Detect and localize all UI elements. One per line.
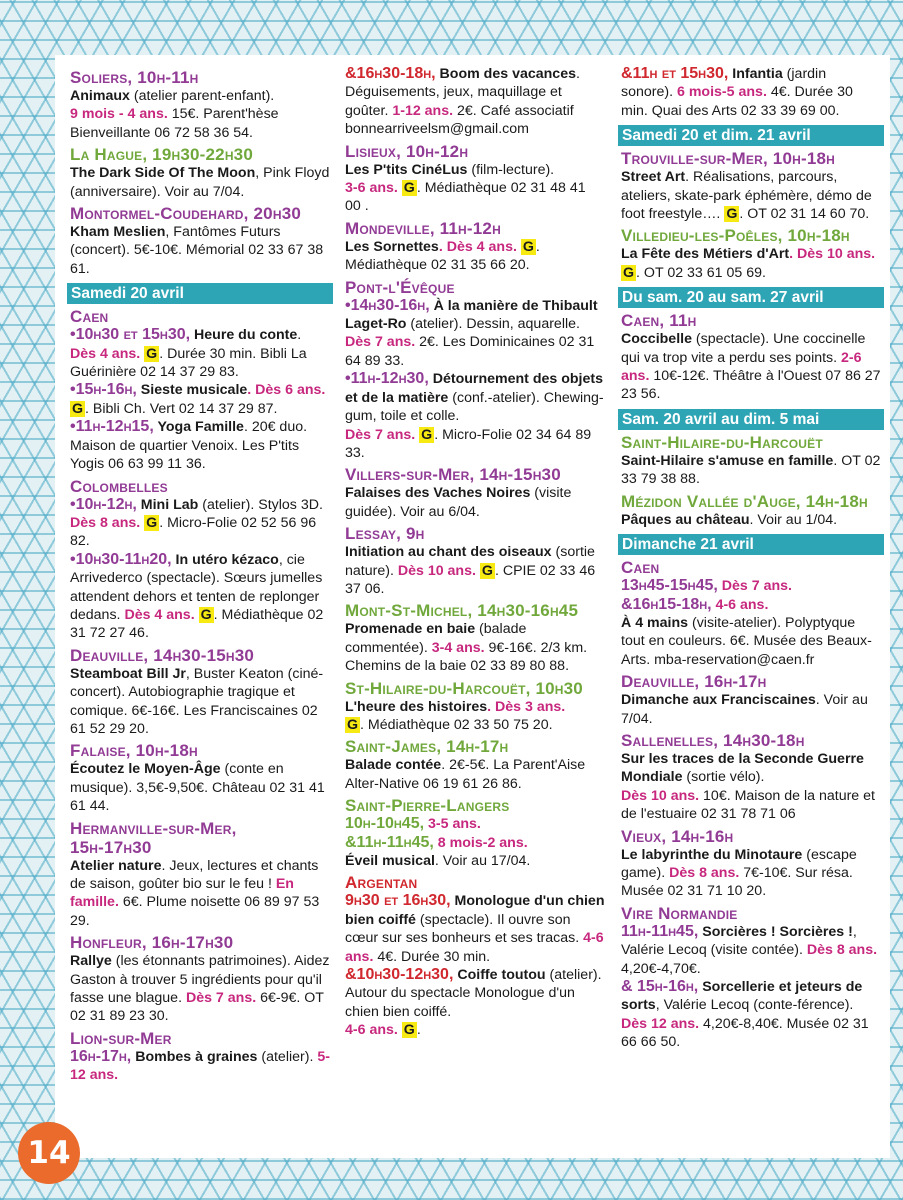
- event-place: Lessay, 9h: [345, 524, 425, 544]
- free-badge: G: [200, 606, 212, 623]
- column-3: [621, 65, 881, 1052]
- event-text: L'heure des histoires. Dès 3 ans. G . Médiathèque 02 33 50 75 20.: [345, 698, 566, 733]
- event-place: Trouville-sur-Mer, 10h-18h: [621, 149, 835, 169]
- event-place: Montormel-Coudehard, 20h30: [70, 204, 302, 224]
- event-place: Mondeville, 11h-12h: [345, 218, 501, 238]
- event-place: Pont-l'Évêque: [345, 277, 455, 297]
- event-text: Steamboat Bill Jr, Buster Keaton (ciné-concert). Autobiographie tragique et comique. 6€-16€. Les Franciscaines 02 61 52 29 20.: [70, 665, 324, 737]
- event-text: Promenade en baie (balade commentée). 3-4 ans. 9€-16€. 2/3 km. Chemins de la baie 02 33 89 80 88.: [345, 621, 588, 675]
- event-text: •14h30-16h, À la manière de Thibault Laget-Ro (atelier). Dessin, aquarelle. Dès 7 ans. 2€. Les Dominicaines 02 31 64 89 33.: [345, 296, 598, 369]
- free-badge: G: [146, 345, 158, 362]
- event-place: Villedieu-les-Poêles, 10h-18h: [621, 226, 850, 246]
- date-header: Samedi 20 et dim. 21 avril: [618, 125, 884, 146]
- event-text: •10h30 et 15h30, Heure du conte. Dès 4 ans. G . Durée 30 min. Bibli La Guérinière 02 14 37 29 83.: [70, 326, 307, 381]
- column-1: [70, 65, 330, 1085]
- event-place: Villers-sur-Mer, 14h-15h30: [345, 465, 561, 485]
- free-badge: G: [623, 264, 635, 281]
- event-place: St-Hilaire-du-Harcouët, 10h30: [345, 678, 583, 698]
- event-place: Caen: [70, 307, 109, 327]
- event-text: 9h30 et 16h30, Monologue d'un chien bien coiffé (spectacle). Il ouvre son cœur sur ses bonheurs et ses tracas. 4-6 ans. 4€. Durée 30 min.: [345, 892, 605, 965]
- event-place: Caen, 11h: [621, 311, 697, 331]
- event-place: Falaise, 10h-18h: [70, 741, 198, 761]
- event-text: Initiation au chant des oiseaux (sortie nature). Dès 10 ans. G . CPIE 02 33 46 37 06.: [345, 544, 596, 597]
- free-badge: G: [347, 716, 359, 733]
- event-place: Argentan: [345, 873, 418, 893]
- event-text: La Fête des Métiers d'Art. Dès 10 ans. G . OT 02 33 61 05 69.: [621, 246, 876, 281]
- event-text: Street Art. Réalisations, parcours, ateliers, skate-park éphémère, démo de foot freestyle…. G . OT 02 31 14 60 70.: [621, 169, 872, 223]
- event-place: Saint-Pierre-Langers: [345, 796, 510, 816]
- event-text: Rallye (les étonnants patrimoines). Aidez Gaston à trouver 5 ingrédients pour qu'il fasse une blague. Dès 7 ans. 6€-9€. OT 02 31 89 23 30.: [70, 953, 330, 1025]
- event-text: •11h-12h15, Yoga Famille. 20€ duo. Maison de quartier Venoix. Les P'tits Yogis 06 63 99 11 36.: [70, 418, 308, 473]
- event-text: 13h45-15h45, Dès 7 ans. &16h15-18h, 4-6 ans. À 4 mains (visite-atelier). Polyptyque tout en couleurs. 6€. Musée des Beaux-Arts. mba-reservation@caen.fr: [621, 577, 872, 668]
- event-text: & 15h-16h, Sorcellerie et jeteurs de sorts, Valérie Lecoq (conte-férence). Dès 12 ans. 4,20€-8,40€. Musée 02 31 66 66 50.: [621, 978, 869, 1051]
- event-text: Kham Meslien, Fantômes Futurs (concert). 5€-10€. Mémorial 02 33 67 38 61.: [70, 224, 324, 277]
- event-text: &11h et 15h30, Infantia (jardin sonore). 6 mois-5 ans. 4€. Durée 30 min. Quai des Arts 02 33 39 69 00.: [621, 65, 853, 119]
- event-text: Saint-Hilaire s'amuse en famille. OT 02 33 79 38 88.: [621, 452, 881, 488]
- event-text: Sur les traces de la Seconde Guerre Mondiale (sortie vélo). Dès 10 ans. 10€. Maison de la nature et de l'estuaire 02 31 78 71 06: [621, 750, 875, 823]
- event-text: Pâques au château. Voir au 1/04.: [621, 511, 838, 528]
- event-place: Colombelles: [70, 476, 168, 496]
- event-text: Coccibelle (spectacle). Une coccinelle qui va trop vite a perdu ses points. 2-6 ans. 10€-12€. Théâtre à l'Ouest 07 86 27 23 56.: [621, 331, 881, 403]
- event-text: •11h-12h30, Détournement des objets et de la matière (conf.-atelier). Chewing-gum, toile et colle. Dès 7 ans. G . Micro-Folie 02 34 64 89 33.: [345, 370, 604, 461]
- event-text: 10h-10h45, 3-5 ans. &11h-11h45, 8 mois-2 ans. Éveil musical. Voir au 17/04.: [345, 815, 531, 869]
- event-text: •15h-16h, Sieste musicale. Dès 6 ans. G . Bibli Ch. Vert 02 14 37 29 87.: [70, 381, 326, 417]
- event-place: Saint-James, 14h-17h: [345, 737, 509, 757]
- event-place: Mont-St-Michel, 14h30-16h45: [345, 601, 579, 621]
- date-header: Du sam. 20 au sam. 27 avril: [618, 287, 884, 308]
- event-place: Vire Normandie: [621, 903, 738, 923]
- page-number-badge: 14: [18, 1122, 80, 1184]
- date-header: Samedi 20 avril: [67, 283, 333, 304]
- free-badge: G: [726, 206, 738, 223]
- free-badge: G: [403, 180, 415, 197]
- free-badge: G: [421, 426, 433, 443]
- event-text: &10h30-12h30, Coiffe toutou (atelier). Autour du spectacle Monologue d'un chien bien coiffé. 4-6 ans. G .: [345, 966, 602, 1039]
- event-text: •10h30-11h20, In utéro kézaco, cie Arrivederco (spectacle). Sœurs jumelles attendent dehors et tenten de replonger dedans. Dès 4 ans. G . Médiathèque 02 31 72 27 46.: [70, 550, 324, 642]
- event-place: Hermanville-sur-Mer, 15h-17h30: [70, 818, 237, 857]
- event-place: Saint-Hilaire-du-Harcouët: [621, 432, 823, 452]
- event-place: Caen: [621, 558, 660, 578]
- event-text: Les P'tits CinéLus (film-lecture). 3-6 ans. G . Médiathèque 02 31 48 41 00 .: [345, 161, 586, 215]
- event-place: Soliers, 10h-11h: [70, 68, 199, 87]
- event-place: Sallenelles, 14h30-18h: [621, 730, 805, 750]
- event-place: Mézidon Vallée d'Auge, 14h-18h: [621, 491, 868, 511]
- date-header: Sam. 20 avril au dim. 5 mai: [618, 409, 884, 430]
- free-badge: G: [403, 1022, 415, 1039]
- event-text: Les Sornettes. Dès 4 ans. G . Médiathèque 02 31 35 66 20.: [345, 238, 540, 274]
- free-badge: G: [481, 562, 493, 579]
- event-text: Atelier nature. Jeux, lectures et chants de saison, goûter bio sur le feu ! En famille. 6€. Plume noisette 06 89 97 53 29.: [70, 857, 320, 929]
- event-place: Lion-sur-Mer: [70, 1028, 172, 1048]
- event-place: La Hague, 19h30-22h30: [70, 145, 253, 165]
- free-badge: G: [522, 238, 534, 255]
- free-badge: G: [146, 514, 158, 531]
- free-badge: G: [72, 400, 84, 417]
- event-text: Dimanche aux Franciscaines. Voir au 7/04.: [621, 692, 868, 727]
- event-text: Balade contée. 2€-5€. La Parent'Aise Alter-Native 06 19 61 26 86.: [345, 757, 586, 792]
- event-text: •10h-12h, Mini Lab (atelier). Stylos 3D. Dès 8 ans. G . Micro-Folie 02 52 56 96 82.: [70, 495, 323, 550]
- event-place: Deauville, 14h30-15h30: [70, 645, 255, 665]
- event-place: Lisieux, 10h-12h: [345, 141, 469, 161]
- event-text: Écoutez le Moyen-Âge (conte en musique). 3,5€-9,50€. Château 02 31 41 61 44.: [70, 761, 325, 815]
- event-text: Falaises des Vaches Noires (visite guidée). Voir au 6/04.: [345, 485, 572, 520]
- event-text: The Dark Side Of The Moon, Pink Floyd (anniversaire). Voir au 7/04.: [70, 165, 330, 200]
- page-sheet: [55, 55, 890, 1158]
- event-place: Deauville, 16h-17h: [621, 672, 767, 692]
- event-place: Vieux, 14h-16h: [621, 826, 734, 846]
- event-text: 16h-17h, Bombes à graines (atelier). 5-12 ans.: [70, 1047, 330, 1084]
- event-text: &16h30-18h, Boom des vacances. Déguisements, jeux, maquillage et goûter. 1-12 ans. 2€. Café associatif bonnearriveelsm@gmail.com: [345, 65, 580, 138]
- event-text: Le labyrinthe du Minotaure (escape game). Dès 8 ans. 7€-10€. Sur résa. Musée 02 31 71 10 20.: [621, 846, 857, 900]
- event-text: 11h-11h45, Sorcières ! Sorcières !, Valérie Lecoq (visite contée). Dès 8 ans. 4,20€-4,70€.: [621, 922, 878, 977]
- date-header: Dimanche 21 avril: [618, 534, 884, 555]
- event-text: Animaux (atelier parent-enfant). 9 mois - 4 ans. 15€. Parent'hèse Bienveillante 06 72 58 36 54.: [70, 88, 279, 141]
- event-place: Honfleur, 16h-17h30: [70, 933, 234, 953]
- column-2: [345, 65, 605, 1040]
